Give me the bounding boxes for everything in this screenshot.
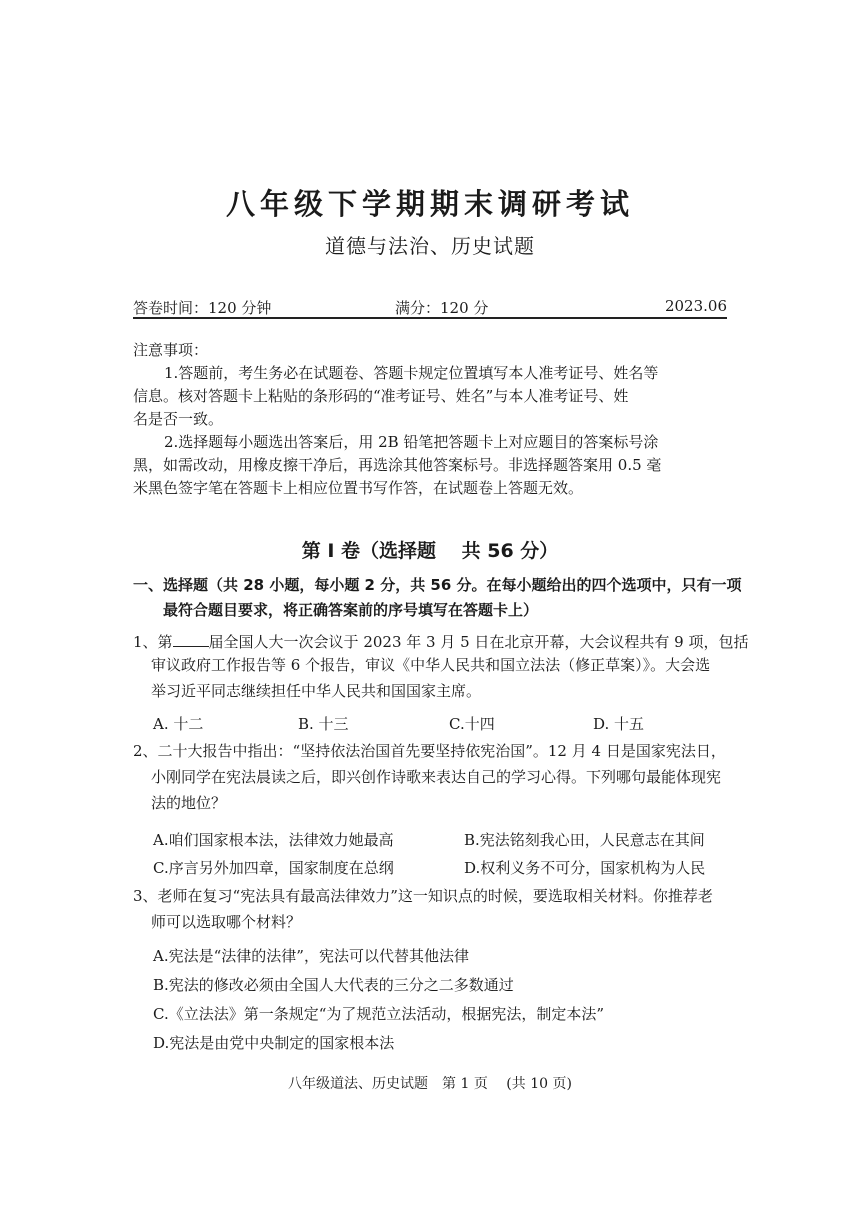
question-3-option-d: D.宪法是由党中央制定的国家根本法 xyxy=(153,1034,395,1052)
question-1-line: 1、第 届全国人大一次会议于 2023 年 3 月 5 日在北京开幕，大会议程共有 9 项，包括 xyxy=(133,633,749,651)
question-3-line: 3、老师在复习“宪法具有最高法律效力”这一知识点的时候，要选取相关材料。你推荐老 xyxy=(133,887,713,905)
notes-heading: 注意事项： xyxy=(133,341,209,359)
question-2-line: 2、二十大报告中指出：“坚持依法治国首先要坚持依宪治国”。12 月 4 日是国家宪法日， xyxy=(133,742,726,760)
header-divider xyxy=(133,317,727,319)
question-2-option-b: B.宪法铭刻我心田，人民意志在其间 xyxy=(464,831,705,849)
question-1-option-b: B. 十三 xyxy=(298,715,349,733)
question-2-line: 法的地位？ xyxy=(151,794,227,812)
question-2-option-d: D.权利义务不可分，国家机构为人民 xyxy=(464,859,706,877)
note-line: 米黑色签字笔在答题卡上相应位置书写作答，在试题卷上答题无效。 xyxy=(133,479,584,497)
question-2-line: 小刚同学在宪法晨读之后，即兴创作诗歌来表达自己的学习心得。下列哪句最能体现宪 xyxy=(151,768,722,786)
page-footer: 八年级道法、历史试题 第 1 页 (共 10 页) xyxy=(288,1076,572,1092)
question-3-option-b: B.宪法的修改必须由全国人大代表的三分之二多数通过 xyxy=(153,976,514,994)
note-line: 名是否一致。 xyxy=(133,410,224,428)
question-1-option-c: C.十四 xyxy=(449,715,495,733)
exam-title: 八年级下学期期末调研考试 xyxy=(225,187,634,221)
question-3-option-c: C.《立法法》第一条规定“为了规范立法活动，根据宪法，制定本法” xyxy=(153,1005,605,1023)
question-1-line: 审议政府工作报告等 6 个报告，审议《中华人民共和国立法法（修正草案）》。大会选 xyxy=(151,656,711,674)
section-heading: 一、选择题（共 28 小题，每小题 2 分，共 56 分。在每小题给出的四个选项中，只有一项 xyxy=(133,576,742,594)
question-3-line: 师可以选取哪个材料？ xyxy=(151,913,302,931)
question-2-option-a: A.咱们国家根本法，法律效力她最高 xyxy=(153,831,394,849)
exam-date: 2023.06 xyxy=(664,297,727,315)
note-line: 2.选择题每小题选出答案后，用 2B 铅笔把答题卡上对应题目的答案标号涂 xyxy=(164,433,659,451)
exam-score: 满分：120 分 xyxy=(395,299,489,317)
exam-subtitle: 道德与法治、历史试题 xyxy=(325,234,535,258)
answer-blank xyxy=(173,632,209,647)
question-3-option-a: A.宪法是“法律的法律”，宪法可以代替其他法律 xyxy=(153,947,469,965)
note-line: 信息。核对答题卡上粘贴的条形码的“准考证号、姓名”与本人准考证号、姓 xyxy=(133,387,629,405)
section-heading-cont: 最符合题目要求，将正确答案前的序号填写在答题卡上） xyxy=(163,601,539,619)
note-line: 1.答题前，考生务必在试题卷、答题卡规定位置填写本人准考证号、姓名等 xyxy=(164,364,659,382)
exam-time: 答卷时间：120 分钟 xyxy=(133,299,272,317)
part-title: 第 I 卷（选择题 共 56 分） xyxy=(301,540,559,562)
note-line: 黑，如需改动，用橡皮擦干净后，再选涂其他答案标号。非选择题答案用 0.5 毫 xyxy=(133,456,662,474)
question-1-option-d: D. 十五 xyxy=(593,715,645,733)
question-1-line: 举习近平同志继续担任中华人民共和国国家主席。 xyxy=(151,682,482,700)
question-2-option-c: C.序言另外加四章，国家制度在总纲 xyxy=(153,859,394,877)
question-1-option-a: A. 十二 xyxy=(153,715,204,733)
